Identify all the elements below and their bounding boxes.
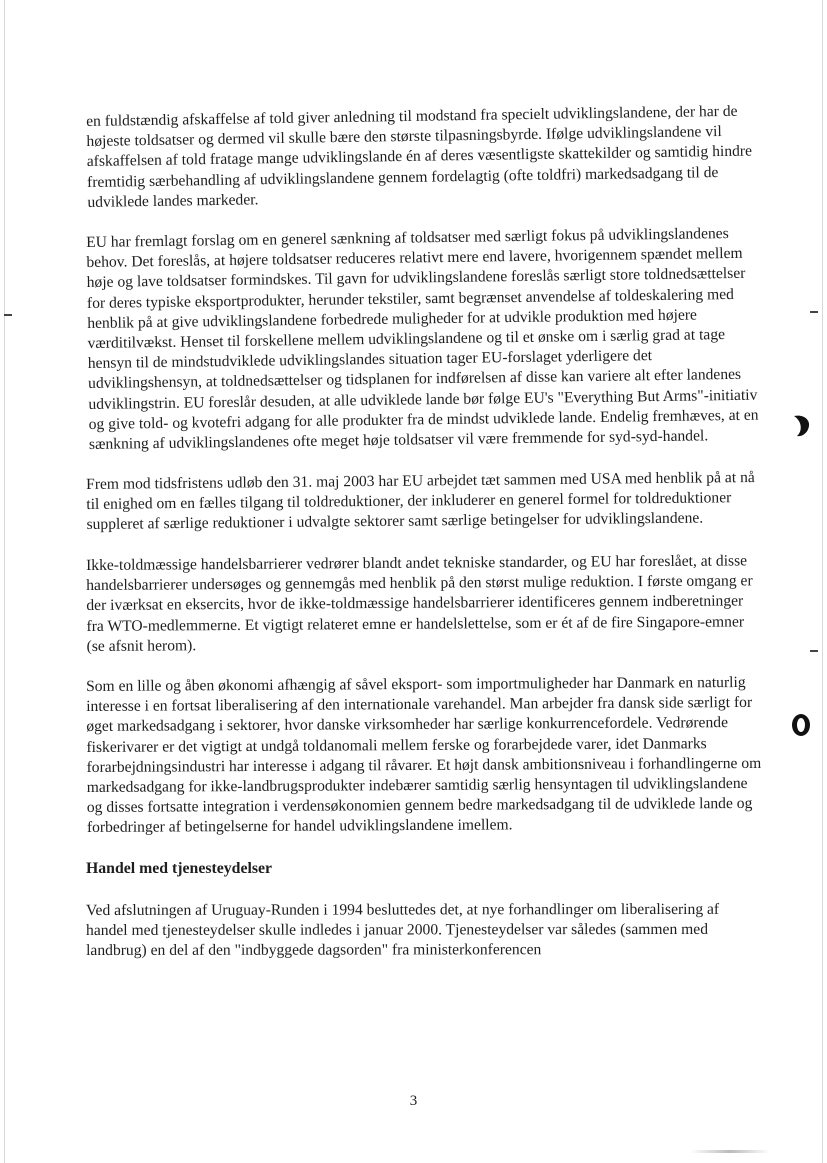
scan-artifact <box>690 1150 770 1153</box>
paragraph-denmark-interest: Som en lille og åben økonomi afhængig af såvel eksport- som importmuligheder har Danmark en naturlig interesse i en fortsat liberalisering af den internationale varehandel. Man arbejder fra dansk side særligt for øget markedsadgang i sektorer, hvor danske virksomheder har særlige konkurrencefordele. Vedrørende fiskerivarer er det vigtigt at undgå toldanomali mellem ferske og forarbejdede varer, idet Danmarks forarbejdningsindustri har interesse i adgang til råvarer. Et højt dansk ambitionsniveau i forhandlingerne om markedsadgang for ikke-landbrugsprodukter indebærer samtidig særlig hensyntagen til udviklingslandene og disses fortsatte integration i verdensøkonomien gennem bedre markedsadgang til de udviklede lande og forbedringer af betingelserne for handel udviklingslandene imellem. <box>86 673 762 837</box>
document-body <box>86 102 762 981</box>
paragraph-non-tariff-barriers: Ikke-toldmæssige handelsbarrierer vedrører blandt andet tekniske standarder, og EU har foreslået, at disse handelsbarrierer undersøges og gennemgås med henblik på den størst mulige reduktion. I første omgang er der iværksat en ekserci​ts, hvor de ikke-toldmæssige handelsbarrierer identificeres gennem indberetninger fra WTO-medlemmerne. Et vigtigt relateret emne er handelslettelse, som er ét af de fire Singapore-emner (se afsnit herom). <box>86 552 753 655</box>
scan-edge-left <box>4 0 5 1163</box>
paragraph-deadline: Frem mod tidsfristens udløb den 31. maj 2003 har EU arbejdet tæt sammen med USA med henblik på at nå til enighed om en fælles tilgang til toldreduktioner, der inkluderer en generel formel for toldreduktioner suppleret af særlige reduktioner i udvalgte sektorer samt særlige betingelser for udviklingslandene. <box>86 469 755 534</box>
scan-mark <box>4 314 12 316</box>
scan-edge-right <box>822 0 823 1163</box>
section-heading: Handel med tjenesteydelser <box>86 859 273 877</box>
punch-hole-icon <box>790 712 812 738</box>
paragraph-services: Ved afslutningen af Uruguay-Runden i 1994 besluttedes det, at nye forhandlinger om liberalisering af handel med tjenesteydelser skulle indledes i januar 2000. Tjenesteydelser var således (sammen med landbrug) en del af den "indbyggede dagsorden" fra ministerkonferencen <box>86 900 720 960</box>
paragraph-tariff-abolition: en fuldstændig afskaffelse af told giver anledning til modstand fra specielt udviklingslandene, der har de højeste toldsatser og dermed vil skulle bære den største tilpasningsbyrde. Ifølge udviklingslandene vil afskaffelsen af told fratage mange udviklingslande én af deres væsentligste skattekilder og samtidig hindre fremtidig særbehandling af udviklingslandene gennem fordelagtig (ofte toldfri) markedsadgang til de udviklede landes markeder. <box>86 102 753 211</box>
paragraph-eu-proposal: EU har fremlagt forslag om en generel sænkning af toldsatser med særligt fokus på udviklingslandenes behov. Det foreslås, at højere toldsatser reduceres relativt mere end lavere, hvorigennem spændet mellem høje og lave toldsatser formindskes. Til gavn for udviklingslandene foreslås særligt store toldnedsættelser for deres typiske eksportprodukter, herunder tekstiler, samt begrænset anvendelse af toldeskalering med henblik på at give udviklingslandene forbedrede muligheder for at udvikle produktion med højere værditilvækst. Henset til forskellene mellem udviklingslandene og til et ønske om i særlig grad at tage hensyn til de mindstudviklede udviklingslandes situation tager EU-forslaget yderligere det udviklingshensyn, at toldnedsættelser og tidsplanen for indførelsen af disse kan variere alt efter landenes udviklingstrin. EU foreslår desuden, at alle udviklede lande bør følge EU's "Everything But Arms"-initiativ og give told- og kvotefri adgang for alle produkter fra de mindst udviklede lande. Endelig fremhæves, at en sænkning af udviklingslandenes ofte meget høje toldsatser vil være fremmende for syd-syd-handel. <box>86 225 759 454</box>
punch-hole-icon <box>790 412 812 438</box>
scan-mark <box>810 311 818 313</box>
page-number: 3 <box>409 1093 418 1109</box>
scan-mark <box>810 650 818 652</box>
